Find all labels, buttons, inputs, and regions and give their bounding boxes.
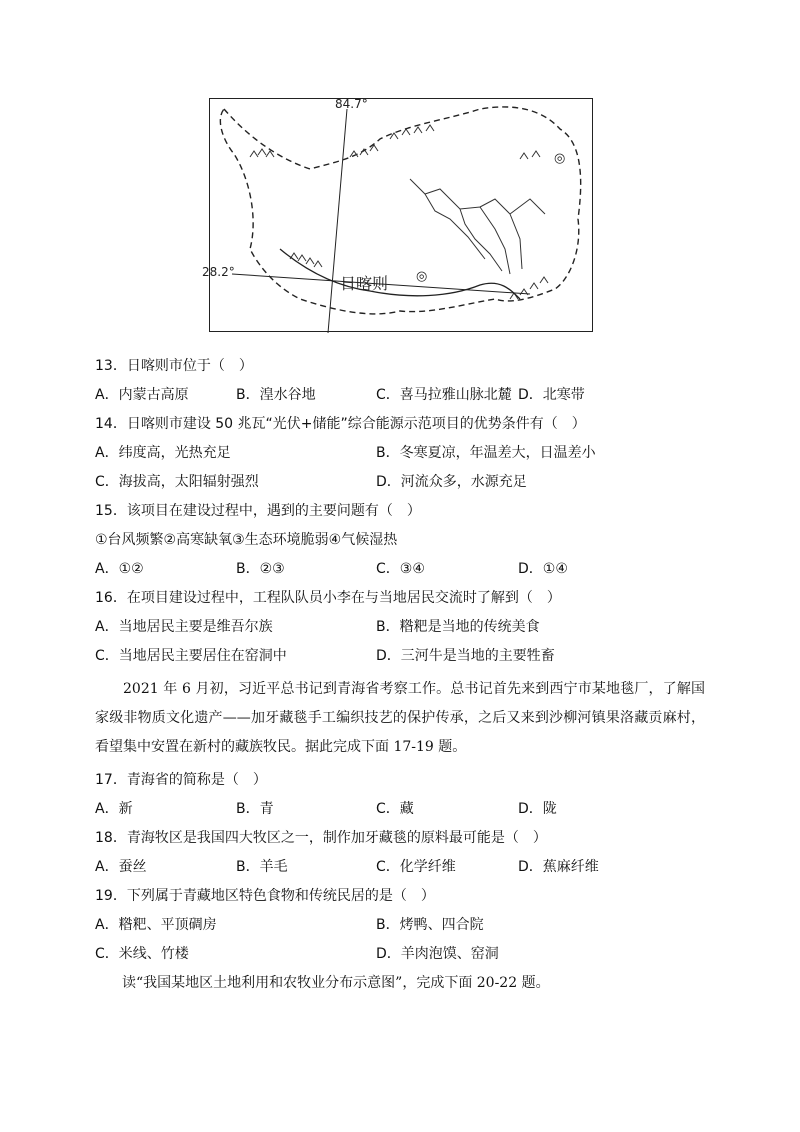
question-19-stem: 19．下列属于青藏地区特色食物和传统民居的是（ ） (95, 888, 435, 904)
map-figure (202, 97, 593, 332)
q14-option-a[interactable]: A．纬度高，光热充足 (95, 445, 231, 461)
city-symbol-2: ◎ (554, 151, 566, 166)
q13-option-b[interactable]: B．湟水谷地 (236, 387, 316, 403)
q19-option-a[interactable]: A．糌粑、平顶碉房 (95, 917, 217, 933)
q14-option-b[interactable]: B．冬寒夏凉，年温差大，日温差小 (376, 445, 596, 461)
q13-option-d[interactable]: D．北寒带 (518, 387, 585, 403)
q16-option-a[interactable]: A．当地居民主要是维吾尔族 (95, 619, 273, 635)
q18-option-a[interactable]: A．蚕丝 (95, 859, 147, 875)
q15-option-c[interactable]: C．③④ (376, 561, 425, 577)
q18-option-d[interactable]: D．蕉麻纤维 (518, 859, 599, 875)
q16-option-b[interactable]: B．糌粑是当地的传统美食 (376, 619, 540, 635)
q19-option-b[interactable]: B．烤鸭、四合院 (376, 917, 484, 933)
q17-option-d[interactable]: D．陇 (518, 801, 557, 817)
q14-option-c[interactable]: C．海拔高，太阳辐射强烈 (95, 474, 259, 490)
map-drawing (210, 99, 594, 333)
city-label: 日喀则 (340, 274, 389, 293)
question-13-stem: 13．日喀则市位于（ ） (95, 358, 253, 374)
q19-option-d[interactable]: D．羊肉泡馍、窑洞 (376, 946, 499, 962)
longitude-label: 84.7° (335, 97, 368, 111)
q18-option-c[interactable]: C．化学纤维 (376, 859, 456, 875)
question-18-stem: 18．青海牧区是我国四大牧区之一，制作加牙藏毯的原料最可能是（ ） (95, 830, 547, 846)
question-17-stem: 17．青海省的简称是（ ） (95, 772, 267, 788)
q15-option-a[interactable]: A．①② (95, 561, 144, 577)
region-boundary (220, 107, 580, 314)
q13-option-a[interactable]: A．内蒙古高原 (95, 387, 189, 403)
question-14-stem: 14．日喀则市建设 50 兆瓦“光伏+储能”综合能源示范项目的优势条件有（ ） (95, 416, 586, 432)
question-15-statements: ①台风频繁②高寒缺氧③生态环境脆弱④气候湿热 (95, 532, 398, 548)
city-symbol: ◎ (416, 269, 428, 284)
latitude-label: 28.2° (202, 265, 235, 279)
q16-option-c[interactable]: C．当地居民主要居住在窑洞中 (95, 648, 287, 664)
q17-option-c[interactable]: C．藏 (376, 801, 414, 817)
q14-option-d[interactable]: D．河流众多，水源充足 (376, 474, 527, 490)
q16-option-d[interactable]: D．三河牛是当地的主要牲畜 (376, 648, 555, 664)
q15-option-b[interactable]: B．②③ (236, 561, 285, 577)
southern-border (280, 249, 520, 299)
question-15-stem: 15．该项目在建设过程中，遇到的主要问题有（ ） (95, 503, 421, 519)
q18-option-b[interactable]: B．羊毛 (236, 859, 288, 875)
q13-option-c[interactable]: C．喜马拉雅山脉北麓 (376, 387, 512, 403)
mountain-symbols (250, 125, 548, 299)
q19-option-c[interactable]: C．米线、竹楼 (95, 946, 189, 962)
lead-in-text: 读“我国某地区土地利用和农牧业分布示意图”，完成下面 20-22 题。 (122, 975, 550, 991)
q17-option-a[interactable]: A．新 (95, 801, 133, 817)
q17-option-b[interactable]: B．青 (236, 801, 274, 817)
reading-passage: 2021 年 6 月初，习近平总书记到青海省考察工作。总书记首先来到西宁市某地毯厂，了解国家级非物质文化遗产——加牙藏毯手工编织技艺的保护传承，之后又来到沙柳河镇果洛藏贡麻村，看望集中安置在新村的藏族牧民。据此完成下面 17-19 题。 (95, 681, 705, 755)
longitude-line (328, 109, 347, 333)
q15-option-d[interactable]: D．①④ (518, 561, 568, 577)
river-network (410, 179, 545, 274)
question-16-stem: 16．在项目建设过程中，工程队队员小李在与当地居民交流时了解到（ ） (95, 590, 561, 606)
